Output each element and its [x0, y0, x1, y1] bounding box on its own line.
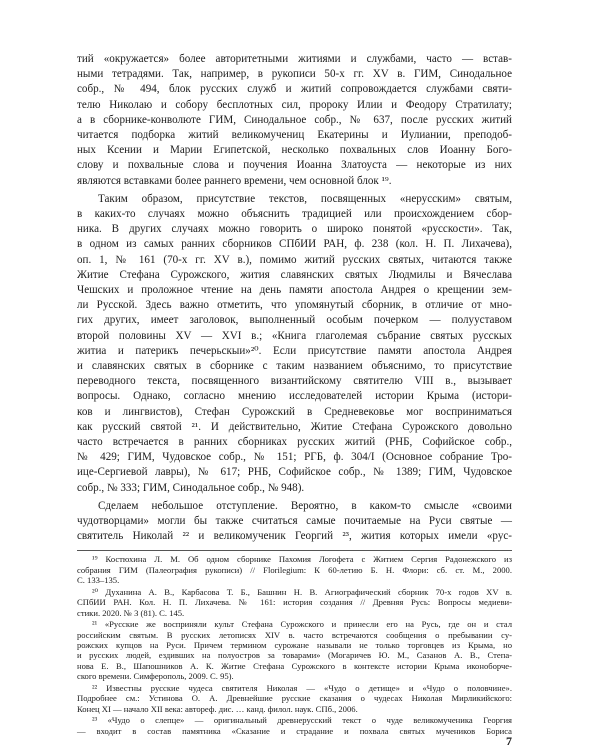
body-line: гих других, имеет заголовок, выполненный особым почерком — полууставом — [77, 314, 512, 327]
footnote-line: Подробнее см.: Устинова О. А. Древнейшие русские сказания о чудесах Николая Мирликийского: — [77, 693, 512, 704]
body-line: часто встречается в ранних сборниках русских житий (РНБ, Софийское собр., — [77, 436, 512, 448]
body-line: № 429; ГИМ, Чудовское собр., № 151; РГБ, ф. 304/I (Основное собрание Тро- — [77, 451, 512, 464]
page-number: 7 — [506, 734, 512, 748]
footnote-line: российским святым. В русских летописях XIV в. часто встречаются сообщения о пребывании су- — [77, 629, 512, 640]
body-line: слову и похвальные слова и поучения Иоанна Златоуста — некоторые из них — [77, 159, 512, 172]
footnote-line: Конец XI — начало XII века: автореф. дис. … канд. филол. наук. СПб., 2006. — [77, 703, 358, 714]
footnote-line: ¹⁹ Костюхина Л. М. Об одном сборнике Пахомия Логофета с Житием Сергия Радонежского из — [92, 554, 512, 565]
body-line: а в сборнике-конволюте ГИМ, Синодальное собр., № 637, после русских житий — [77, 113, 512, 126]
footnote-line: ²² Известны русские чудеса святителя Николая — «Чудо о детище» и «Чудо о половчине». — [92, 682, 512, 693]
body-line: собр., № 494, блок русских служб и житий сопровождается службами святи- — [77, 83, 512, 96]
body-line: телю Николаю и собору бесплотных сил, пророку Илии и Феодору Стратилату; — [77, 98, 512, 111]
footnote-line: ²⁰ Духанина А. В., Карбасова Т. Б., Башнин Н. В. Агиографический сборник 70-х годов XV в. — [92, 586, 512, 597]
footnote-line: ²³ «Чудо о слепце» — оригинальный древнерусский текст о чуде великомученика Георгия — [92, 715, 512, 726]
body-line: ков и лингвистов), Стефан Сурожский в Средневековье мог восприниматься — [77, 405, 512, 418]
body-line: читается подборка житий великомучениц Екатерины и Иулиании, преподоб- — [77, 129, 512, 141]
footnote-line: ского времени. Симферополь, 2009. С. 95). — [77, 671, 234, 682]
footnote-line: рожских купцов на Руси. Причем термином сурожане называли не только торговцев из Крыма, но — [77, 640, 512, 650]
footnote-line: СПбИИ РАН. Кол. Н. П. Лихачева. № 161: история создания // Древняя Русь: Вопросы медиеви- — [77, 597, 512, 608]
body-line: как русский святой ²¹. И действительно, Житие Стефана Сурожского довольно — [77, 420, 512, 433]
footnote-line: С. 133–135. — [77, 575, 120, 586]
body-line: Таким образом, присутствие текстов, посвященных «нерусским» святым, — [98, 192, 512, 205]
body-line: тий «окружается» более авторитетными житиями и службами, часто — встав- — [77, 53, 512, 65]
footnote-line: стики. 2020. № 3 (81). С. 145. — [77, 607, 185, 618]
footnote-line: собрания ГИМ (Палеография рукописи) // Florilegium: К 60-летию Б. Н. Флори: сб. ст. М., 2000. — [77, 564, 512, 575]
footnote-line: — входит в состав памятника «Сказание и страдание и похвала святых мучеников Бориса — [77, 725, 512, 736]
body-line: житиа и патерикъ печерьскыи»²⁰. Если присутствие памяти апостола Андрея — [77, 344, 512, 357]
footnote-line: ²¹ «Русские же восприняли культ Стефана Сурожского и принесли его на Русь, где он и стал — [92, 619, 512, 630]
body-line: вопросы. Однако, согласно мнению исследователей истории Крыма (истори- — [77, 390, 512, 403]
body-line: ли Русской. Здесь важно отметить, что упомянутый сборник, в отличие от мно- — [77, 299, 512, 312]
body-line: Чешских и проложное чтение на день памяти апостола Андрея о крещении зем- — [77, 284, 512, 296]
body-line: оп. 1, № 161 (70-х гг. XV в.), помимо житий русских святых, читаются также — [77, 253, 512, 266]
footnote-separator — [77, 550, 512, 551]
body-line: являются вставками более раннего времени, чем основной блок ¹⁹. — [77, 174, 392, 187]
body-line: ника. В других случаях можно говорить о широко понятой «русскости». Так, — [77, 223, 512, 236]
footnote-line: нова Е. В., Шапошников А. К. Житие Стефана Сурожского в контексте истории Крыма иконоборче- — [77, 660, 512, 671]
body-line: Сделаем небольшое отступление. Вероятно, в каком-то смысле «своими — [98, 499, 512, 512]
body-line: ице-Сергиевой лавры), № 617; РНБ, Софийское собр., № 1389; ГИМ, Чудовское — [77, 466, 512, 479]
body-line: ными тетрадями. Так, например, в рукописи 50-х гг. XV в. ГИМ, Синодальное — [77, 68, 512, 81]
body-line: ных Ксении и Марии Египетской, несколько похвальных слов Иоанну Бого- — [77, 144, 512, 157]
footnote-line: и русских людей, ездивших на полуостров за товарами» (Могаричев Ю. М., Сазанов А. В., Степа- — [77, 650, 512, 661]
body-line: и славянских святых в сборнике с таким названием объяснимо, то присутствие — [77, 360, 512, 372]
body-line: собр., № 333; ГИМ, Синодальное собр., № 948). — [77, 481, 305, 494]
body-line: чудотворцами» могли бы также считаться самые почитаемые на Руси святые — — [77, 515, 512, 527]
body-line: второй половины XV — XVI в.; «Книга глаголемая събрание святых русскых — [77, 329, 512, 342]
body-line: в каких-то случаях можно объяснить традицией или происхождением сбор- — [77, 208, 512, 220]
body-line: в одном из самых ранних сборников СПбИИ РАН, ф. 238 (кол. Н. П. Лихачева), — [77, 238, 512, 251]
body-line: святитель Николай ²² и великомученик Георгий ²³, жития которых имели «рус- — [77, 530, 512, 543]
body-line: Житие Стефана Сурожского, жития славянских святых Людмилы и Вячеслава — [77, 268, 512, 281]
body-line: переводного текста, посвященного византийскому святителю VIII в., вызывает — [77, 375, 512, 388]
